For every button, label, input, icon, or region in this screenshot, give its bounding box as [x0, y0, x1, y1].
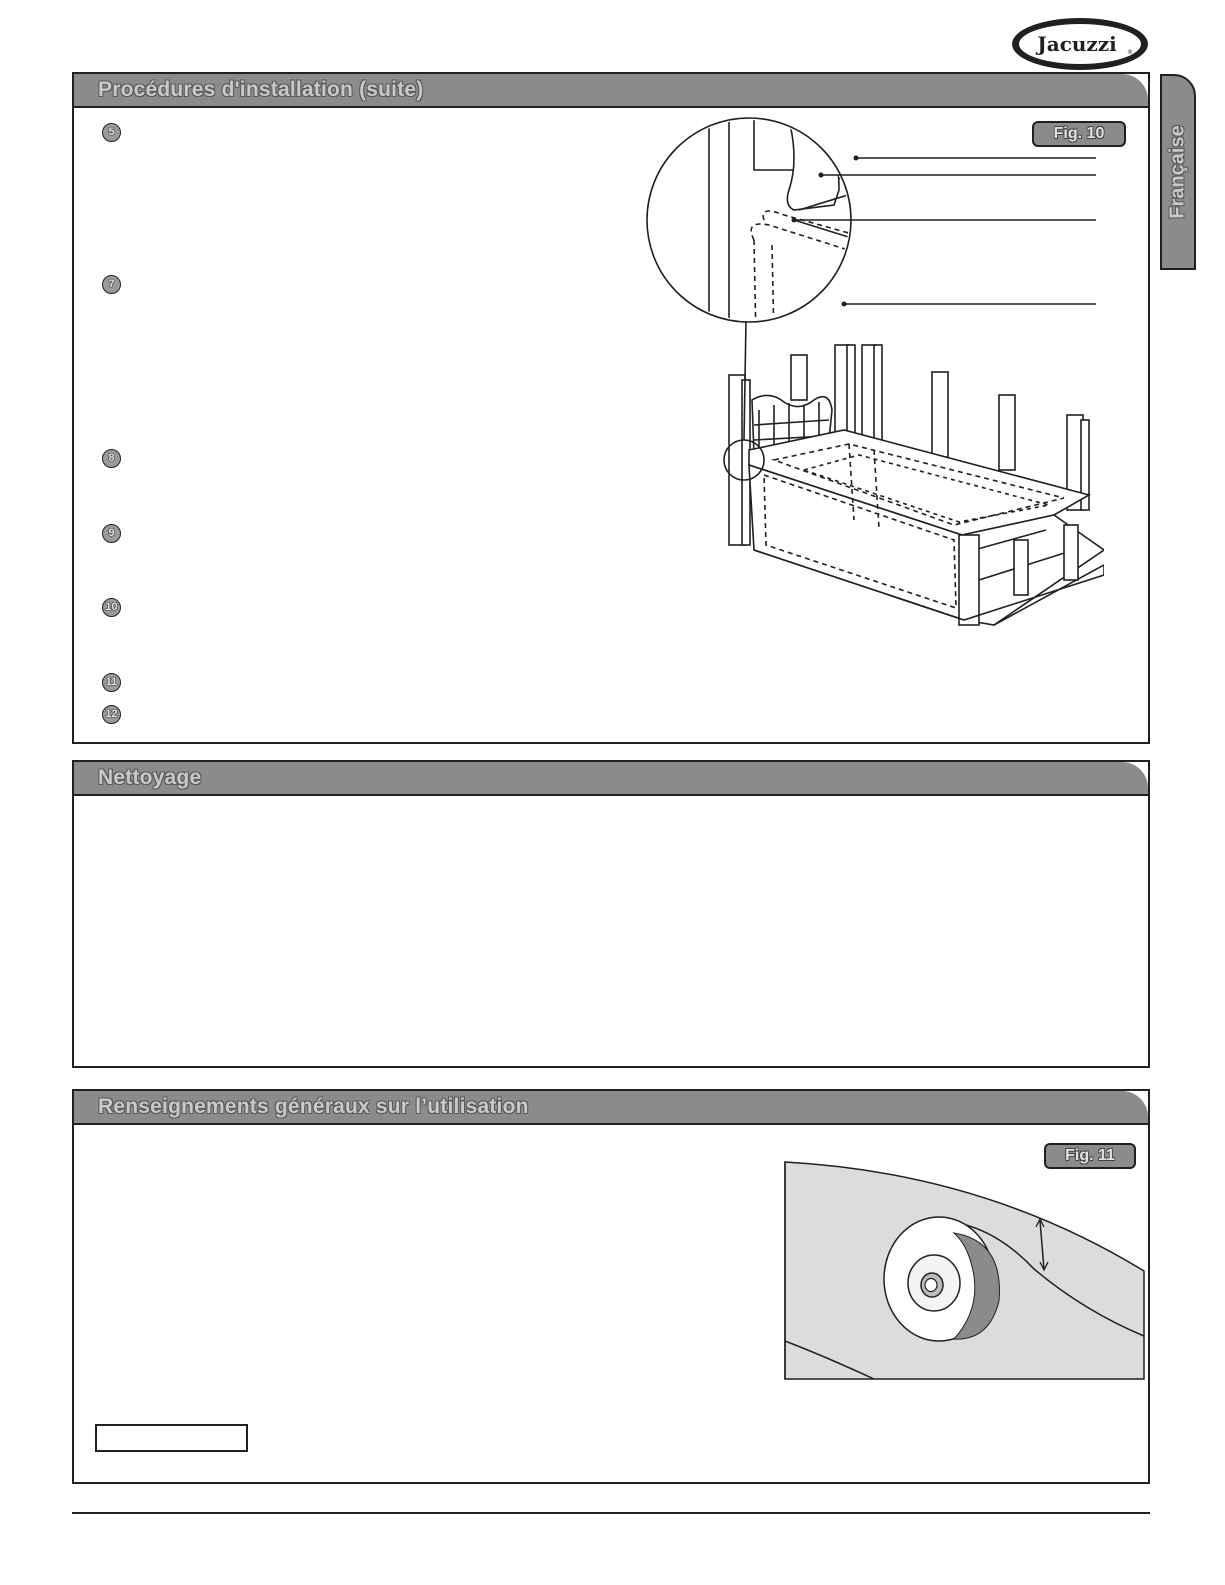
note-box — [95, 1424, 248, 1452]
step-number: 9 — [102, 524, 121, 543]
step-number: 11 — [102, 673, 121, 692]
language-tab[interactable] — [1160, 74, 1196, 270]
step-number: 12 — [102, 705, 121, 724]
installation-section — [72, 72, 1150, 744]
section-title: Procédures d'installation (suite) — [98, 78, 424, 101]
cleaning-section — [72, 760, 1150, 1068]
section-title: Renseignements généraux sur l’utilisation — [98, 1095, 529, 1118]
step-number: 5 — [102, 123, 121, 142]
figure-label: Fig. 11 — [1044, 1143, 1136, 1169]
jacuzzi-logo — [1010, 16, 1150, 72]
step-number: 7 — [102, 275, 121, 294]
bathtub-framing-illustration — [634, 110, 1104, 710]
step-number: 8 — [102, 449, 121, 468]
step-number: 10 — [102, 598, 121, 617]
section-header — [74, 762, 1148, 796]
footer-rule — [72, 1512, 1150, 1514]
logo-text: Jacuzzi — [1037, 32, 1117, 56]
section-title: Nettoyage — [98, 766, 202, 789]
figure-label: Fig. 10 — [1032, 121, 1126, 147]
jet-illustration — [784, 1161, 1146, 1381]
section-header — [74, 74, 1148, 108]
section-header — [74, 1091, 1148, 1125]
svg-text:®: ® — [1127, 49, 1133, 56]
language-tab-label: Française — [1166, 125, 1189, 219]
logo-oval — [1010, 16, 1150, 72]
